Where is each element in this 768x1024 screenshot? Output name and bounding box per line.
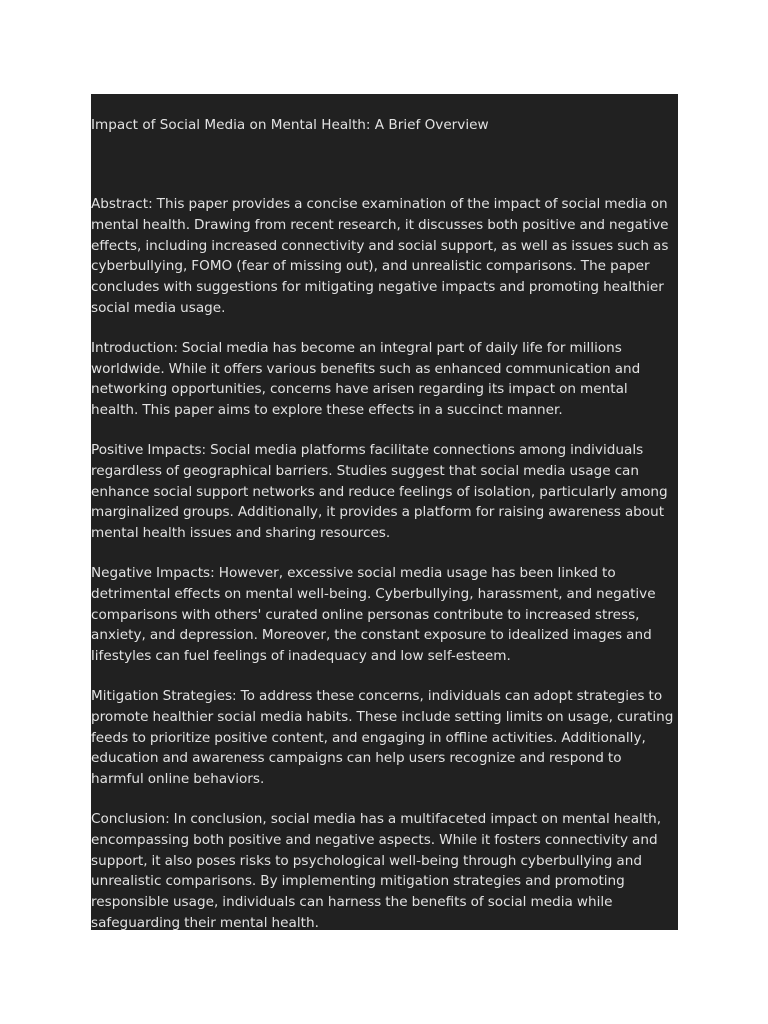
spacer (91, 790, 678, 809)
spacer (91, 667, 678, 686)
positive-impacts-paragraph: Positive Impacts: Social media platforms facilitate connections among individuals regardless of geographical barriers. Studies suggest that social media usage can enhance social support networks and reduce feelings of isolation, particularly among marginalized groups. Additionally, it provides a platform for raising awareness about mental health issues and sharing resources. (91, 441, 668, 542)
conclusion-paragraph: Conclusion: In conclusion, social media has a multifaceted impact on mental health, encompassing both positive and negative aspects. While it fosters connectivity and support, it also poses risks to psychological well-being through cyberbullying and unrealistic comparisons. By implementing mitigation strategies and promoting responsible usage, individuals can harness the benefits of social media while safeguarding their mental health. (91, 810, 662, 930)
abstract-paragraph: Abstract: This paper provides a concise examination of the impact of social media on mental health. Drawing from recent research, it discusses both positive and negative effects, including increased connectivity and social support, as well as issues such as cyberbullying, FOMO (fear of missing out), and unrealistic comparisons. The paper concludes with suggestions for mitigating negative impacts and promoting healthier social media usage. (91, 196, 669, 316)
spacer (91, 421, 678, 440)
negative-impacts-paragraph: Negative Impacts: However, excessive social media usage has been linked to detrimental effects on mental well-being. Cyberbullying, harassment, and negative comparisons with others' curated online personas contribute to increased stress, anxiety, and depression. Moreover, the constant exposure to idealized images and lifestyles can fuel feelings of inadequacy and low self-esteem. (91, 564, 656, 665)
document-panel (91, 94, 678, 930)
spacer (91, 319, 678, 338)
spacer (91, 544, 678, 563)
mitigation-strategies-paragraph: Mitigation Strategies: To address these concerns, individuals can adopt strategies to promote healthier social media habits. These include setting limits on usage, curating feeds to prioritize positive content, and engaging in offline activities. Additionally, education and awareness campaigns can help users recognize and respond to harmful online behaviors. (91, 687, 674, 788)
introduction-paragraph: Introduction: Social media has become an integral part of daily life for millions worldwide. While it offers various benefits such as enhanced communication and networking opportunities, concerns have arisen regarding its impact on mental health. This paper aims to explore these effects in a succinct manner. (91, 339, 641, 419)
document-title: Impact of Social Media on Mental Health: A Brief Overview (91, 117, 489, 133)
spacer (91, 136, 678, 194)
